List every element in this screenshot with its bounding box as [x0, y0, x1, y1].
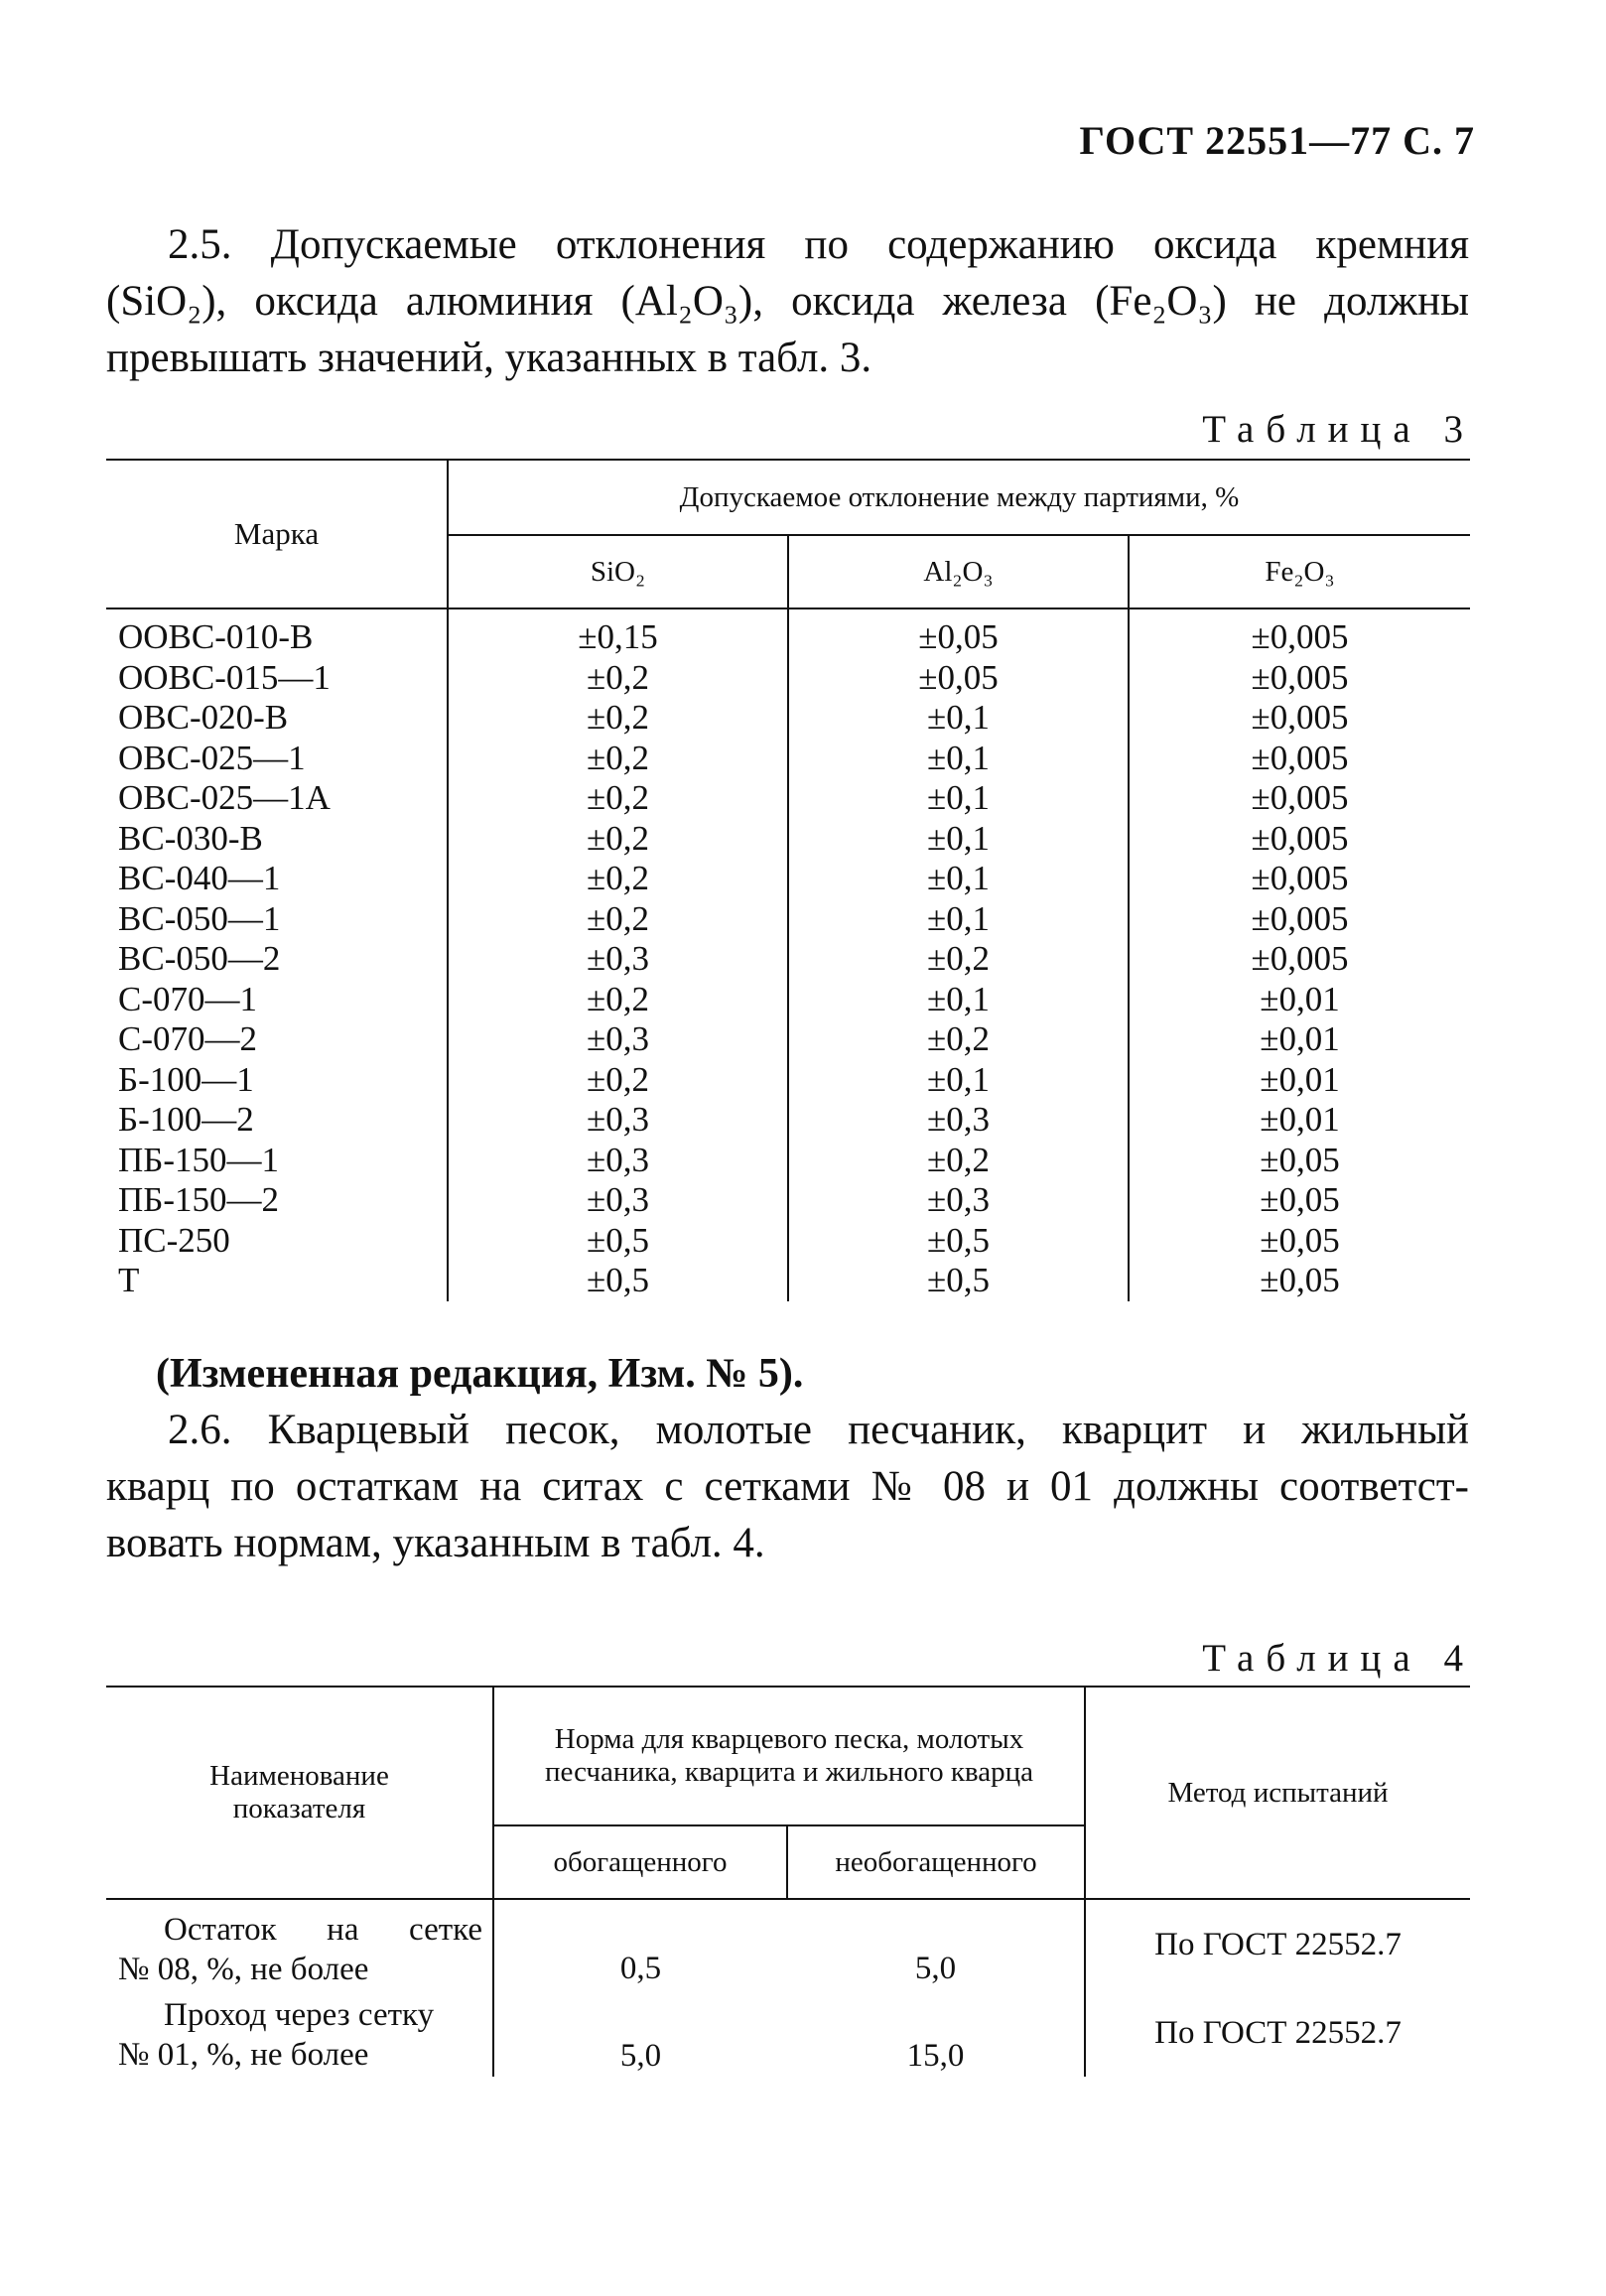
- table-3-mark-cell: ОВС-020-В: [118, 698, 289, 737]
- table-3-fe2o3-cell: ±0,01: [1260, 1019, 1340, 1058]
- table-3-fe2o3-cell: ±0,05: [1260, 1220, 1340, 1260]
- table-3-sio2-cell: ±0,3: [587, 1100, 649, 1139]
- table-3-sio2-column: [448, 608, 788, 1301]
- table-3-fe2o3-column: [1129, 608, 1470, 1301]
- table-3-fe2o3-cell: ±0,05: [1260, 1180, 1340, 1219]
- table-3-header-fe2o3: Fe₂O₃: [1129, 535, 1470, 608]
- table-3-al2o3-cell: ±0,1: [927, 859, 990, 897]
- table-4-caption: Таблица 4: [1202, 1637, 1475, 1680]
- paragraph-2-6-line-1: 2.6. Кварцевый песок, молотые песчаник, кварцит и жильный: [168, 1407, 1469, 1453]
- table-3-sio2-cell: ±0,2: [587, 979, 649, 1018]
- table-4-row-2-unenriched: 15,0: [787, 1989, 1085, 2077]
- table-3-sio2-cell: ±0,2: [587, 698, 649, 737]
- table-3-sio2-cell: ±0,2: [587, 778, 649, 817]
- table-3-sio2-cell: ±0,2: [587, 738, 649, 777]
- table-3-mark-cell: ВС-040—1: [118, 859, 281, 897]
- paragraph-2-5-line-3: превышать значений, указанных в табл. 3.: [106, 335, 872, 381]
- table-3-fe2o3-cell: ±0,005: [1251, 617, 1349, 656]
- table-3-mark-cell: ООВС-010-В: [118, 617, 314, 656]
- table-3-fe2o3-cell: ±0,005: [1251, 939, 1349, 978]
- table-3-mark-cell: ВС-050—2: [118, 939, 281, 978]
- table-3-sio2-cell: ±0,2: [587, 898, 649, 938]
- table-3-mark-cell: Т: [118, 1261, 140, 1299]
- paragraph-2-5: [106, 216, 1469, 386]
- table-3-mark-cell: Б-100—2: [118, 1100, 254, 1139]
- table-3-al2o3-cell: ±0,1: [927, 1059, 990, 1099]
- table-3-sio2-cell: ±0,2: [587, 818, 649, 858]
- table-3-fe2o3-cell: ±0,005: [1251, 657, 1349, 697]
- table-3-sio2-cell: ±0,15: [578, 617, 658, 656]
- table-3-al2o3-cell: ±0,1: [927, 818, 990, 858]
- table-3-al2o3-cell: ±0,1: [927, 778, 990, 817]
- table-4-row-1-unenriched: 5,0: [787, 1899, 1085, 1989]
- table-3-mark-cell: ОВС-025—1А: [118, 778, 331, 817]
- table-3-sio2-cell: ±0,3: [587, 939, 649, 978]
- table-3-fe2o3-cell: ±0,005: [1251, 898, 1349, 938]
- table-3-al2o3-cell: ±0,1: [927, 898, 990, 938]
- table-3-fe2o3-cell: ±0,005: [1251, 818, 1349, 858]
- table-3-mark-cell: ВС-050—1: [118, 898, 281, 938]
- table-3-mark-cell: ООВС-015—1: [118, 657, 331, 697]
- table-4-header-name: Наименование показателя: [106, 1687, 493, 1899]
- table-3-sio2-cell: ±0,5: [587, 1261, 649, 1299]
- paragraph-2-6-line-3: вовать нормам, указанным в табл. 4.: [106, 1520, 765, 1566]
- table-4-header-method: Метод испытаний: [1085, 1687, 1470, 1899]
- table-3-header-al2o3: Al₂O₃: [788, 535, 1129, 608]
- table-3-al2o3-cell: ±0,05: [918, 617, 999, 656]
- table-3-fe2o3-cell: ±0,01: [1260, 979, 1340, 1018]
- table-3-header-group: Допускаемое отклонение между партиями, %: [448, 460, 1470, 535]
- table-3-fe2o3-cell: ±0,05: [1260, 1140, 1340, 1179]
- table-3-al2o3-cell: ±0,3: [927, 1180, 990, 1219]
- table-3-mark-column: [106, 608, 448, 1301]
- paragraph-2-6: [106, 1402, 1469, 1571]
- table-3-sio2-cell: ±0,3: [587, 1180, 649, 1219]
- table-3-al2o3-cell: ±0,2: [927, 1019, 990, 1058]
- table-4-row-1-name: Остаток на сетке № 08, %, не более: [106, 1899, 493, 1989]
- table-3-fe2o3-cell: ±0,01: [1260, 1059, 1340, 1099]
- table-4-header-group: Норма для кварцевого песка, молотых песчаника, кварцита и жильного кварца: [493, 1687, 1085, 1825]
- table-4-header-unenriched: необогащенного: [787, 1825, 1085, 1899]
- table-4-header-enriched: обогащенного: [493, 1825, 787, 1899]
- table-3-mark-cell: С-070—1: [118, 979, 257, 1018]
- table-row: [106, 1899, 1470, 1989]
- table-3-mark-cell: Б-100—1: [118, 1059, 254, 1099]
- table-3: [106, 459, 1470, 1301]
- table-3-sio2-cell: ±0,3: [587, 1019, 649, 1058]
- paragraph-2-6-line-2: кварц по остаткам на ситах с сетками № 08 и 01 должны соответст-: [106, 1463, 1469, 1510]
- table-3-sio2-cell: ±0,3: [587, 1140, 649, 1179]
- table-3-header-mark: Марка: [106, 460, 448, 608]
- table-3-al2o3-column: [788, 608, 1129, 1301]
- table-3-al2o3-cell: ±0,1: [927, 979, 990, 1018]
- paragraph-2-5-line-2: (SiO₂), оксида алюминия (Al₂O₃), оксида железа (Fe₂O₃) не должны: [106, 278, 1469, 325]
- table-3-mark-cell: ПБ-150—2: [118, 1180, 280, 1219]
- table-3-al2o3-cell: ±0,2: [927, 939, 990, 978]
- table-3-fe2o3-cell: ±0,005: [1251, 698, 1349, 737]
- table-3-mark-cell: ОВС-025—1: [118, 738, 306, 777]
- table-4-row-2-method: По ГОСТ 22552.7: [1154, 2014, 1402, 2051]
- table-3-mark-cell: ПБ-150—1: [118, 1140, 280, 1179]
- table-4-row-1-enriched: 0,5: [619, 1951, 662, 1986]
- table-3-al2o3-cell: ±0,3: [927, 1100, 990, 1139]
- table-3-fe2o3-cell: ±0,005: [1251, 778, 1349, 817]
- paragraph-2-5-line-1: 2.5. Допускаемые отклонения по содержанию оксида кремния: [168, 221, 1469, 268]
- page-header: ГОСТ 22551—77 С. 7: [1079, 118, 1475, 163]
- table-3-fe2o3-cell: ±0,005: [1251, 859, 1349, 897]
- table-3-fe2o3-cell: ±0,01: [1260, 1100, 1340, 1139]
- table-3-mark-cell: С-070—2: [118, 1019, 257, 1058]
- table-3-mark-cell: ВС-030-В: [118, 818, 263, 858]
- table-3-al2o3-cell: ±0,2: [927, 1140, 990, 1179]
- table-row: [106, 1989, 1470, 2077]
- table-3-al2o3-cell: ±0,5: [927, 1220, 990, 1260]
- table-3-al2o3-cell: ±0,5: [927, 1261, 990, 1299]
- edit-note: (Измененная редакция, Изм. № 5).: [156, 1351, 804, 1397]
- table-3-mark-cell: ПС-250: [118, 1220, 230, 1260]
- table-4-row-2-enriched: 5,0: [619, 2038, 662, 2074]
- table-4: [106, 1686, 1470, 2077]
- table-3-al2o3-cell: ±0,1: [927, 738, 990, 777]
- table-3-sio2-cell: ±0,2: [587, 859, 649, 897]
- table-3-header-sio2: SiO₂: [448, 535, 788, 608]
- table-3-sio2-cell: ±0,5: [587, 1220, 649, 1260]
- table-3-fe2o3-cell: ±0,05: [1260, 1261, 1340, 1299]
- table-4-row-1-method: По ГОСТ 22552.7: [1154, 1926, 1402, 1962]
- table-3-sio2-cell: ±0,2: [587, 1059, 649, 1099]
- table-3-al2o3-cell: ±0,05: [918, 657, 999, 697]
- table-4-row-2-name: Проход через сетку № 01, %, не более: [106, 1989, 493, 2077]
- table-3-sio2-cell: ±0,2: [587, 657, 649, 697]
- table-3-al2o3-cell: ±0,1: [927, 698, 990, 737]
- table-3-fe2o3-cell: ±0,005: [1251, 738, 1349, 777]
- table-3-caption: Таблица 3: [1202, 408, 1475, 451]
